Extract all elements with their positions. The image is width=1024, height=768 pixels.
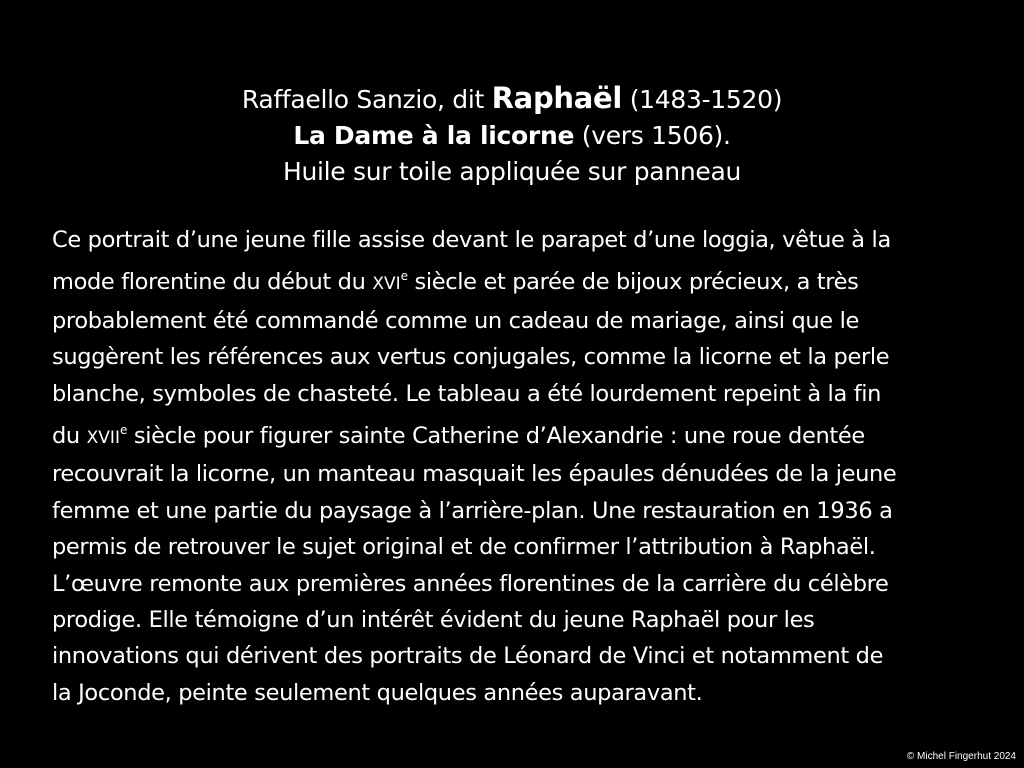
paragraph-line: probablement été commandé comme un cadeau de mariage, ainsi que le [52, 307, 859, 334]
artwork-title: La Dame à la licorne [293, 121, 575, 150]
artwork-date: (vers 1506). [574, 121, 731, 150]
paragraph-line: permis de retrouver le sujet original et de confirmer l’attribution à Raphaël. [52, 534, 876, 561]
paragraph-line: blanche, symboles de chasteté. Le tableau a été lourdement repeint à la fin [52, 380, 882, 407]
paragraph-line [52, 412, 992, 456]
paragraph-line: prodige. Elle témoigne d’un intérêt évident du jeune Raphaël pour les [52, 607, 815, 634]
description-paragraph [52, 222, 992, 711]
century-numeral: XVII [86, 428, 120, 449]
artwork-medium: Huile sur toile appliquée sur panneau [282, 157, 742, 186]
text-segment: siècle et parée de bijoux précieux, a très [407, 269, 859, 296]
paragraph-line: L’œuvre remonte aux premières années florentines de la carrière du célèbre [52, 570, 889, 597]
paragraph-line: femme et une partie du paysage à l’arrière-plan. Une restauration en 1936 a [52, 497, 893, 524]
artwork-title-line [0, 118, 1024, 154]
artist-dates: (1483-1520) [622, 85, 783, 114]
paragraph-line: innovations qui dérivent des portraits de Léonard de Vinci et notamment de [52, 643, 884, 670]
copyright-notice: © Michel Fingerhut 2024 [906, 751, 1016, 762]
paragraph-line: la Joconde, peinte seulement quelques années auparavant. [52, 679, 703, 706]
century-numeral: XVI [372, 274, 401, 295]
artist-prefix: Raffaello Sanzio, dit [241, 85, 492, 114]
century-superscript: e [400, 269, 408, 284]
paragraph-line: Ce portrait d’une jeune fille assise devant le parapet d’une loggia, vêtue à la [52, 227, 891, 253]
slide-heading [0, 80, 1024, 190]
text-segment: siècle pour figurer sainte Catherine d’Alexandrie : une roue dentée [127, 423, 865, 450]
text-segment: mode florentine du début du [52, 269, 373, 296]
artist-name: Raphaël [491, 81, 623, 115]
century-superscript: e [119, 423, 128, 438]
artist-line [0, 80, 1024, 118]
text-segment: du [52, 423, 87, 450]
paragraph-line: suggèrent les références aux vertus conjugales, comme la licorne et la perle [52, 344, 890, 371]
paragraph-line [52, 258, 992, 302]
paragraph-line: recouvrait la licorne, un manteau masquait les épaules dénudées de la jeune [52, 461, 897, 488]
